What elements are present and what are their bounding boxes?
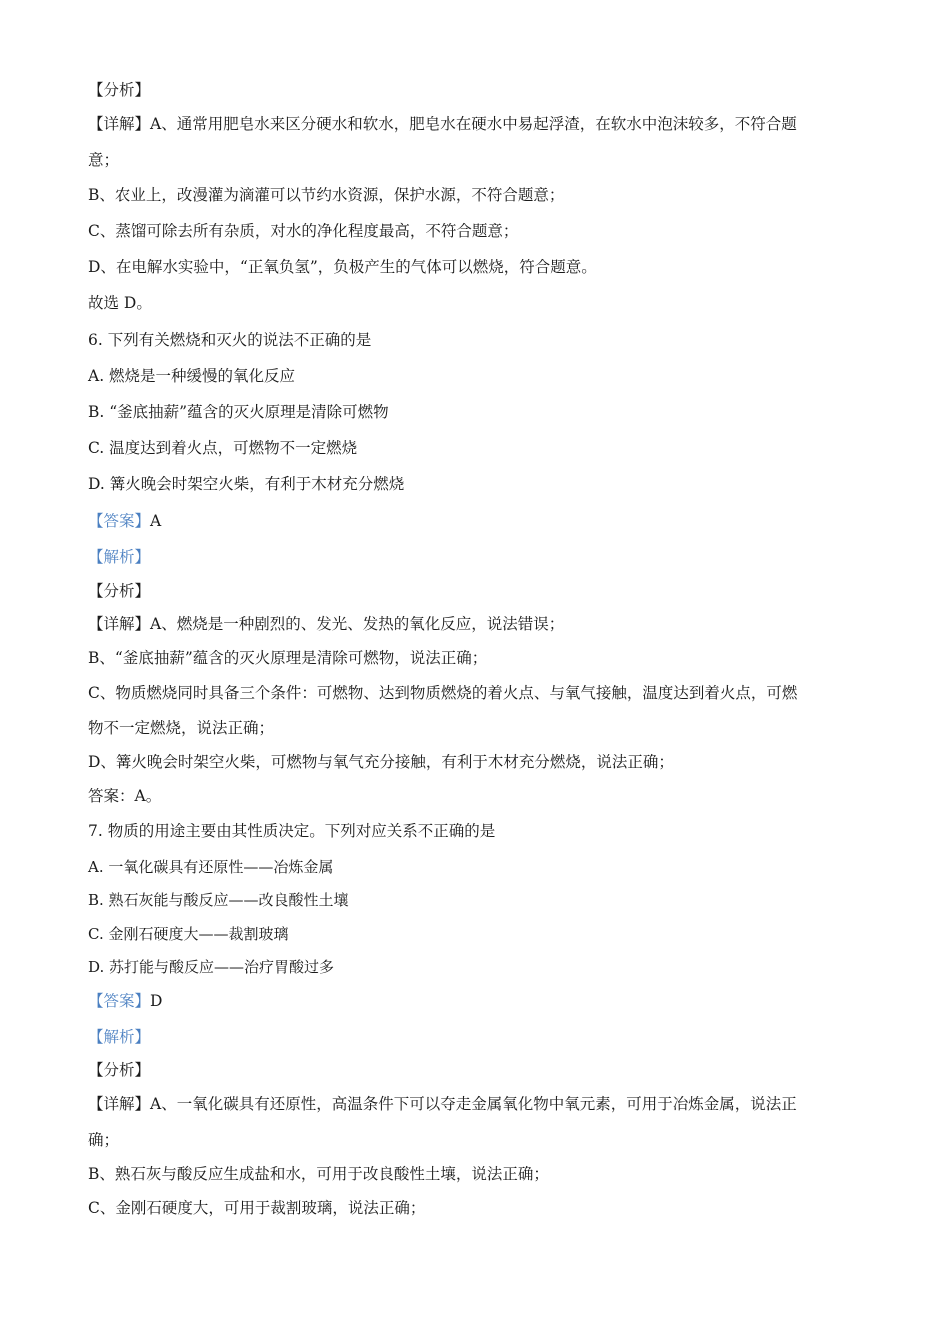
q7-option-a: A. 一氧化碳具有还原性——冶炼金属 <box>88 858 334 876</box>
q6-option-d: D. 篝火晚会时架空火柴，有利于木材充分燃烧 <box>88 475 405 493</box>
q6-analysis-heading: 【分析】 <box>88 582 151 600</box>
q7-detail-a-line-2: 确； <box>88 1131 120 1149</box>
q6-option-c: C. 温度达到着火点，可燃物不一定燃烧 <box>88 439 358 457</box>
q6-detail-a: 【详解】A、燃烧是一种剧烈的、发光、发热的氧化反应，说法错误； <box>88 615 565 633</box>
q7-answer-label: 【答案】 <box>88 992 151 1010</box>
q6-detail-c-line-2: 物不一定燃烧，说法正确； <box>88 719 275 737</box>
q7-option-c: C. 金刚石硬度大——裁割玻璃 <box>88 925 289 943</box>
q6-jiexi-heading: 【解析】 <box>88 548 151 566</box>
q7-stem: 7. 物质的用途主要由其性质决定。下列对应关系不正确的是 <box>88 822 496 840</box>
q7-option-b: B. 熟石灰能与酸反应——改良酸性土壤 <box>88 891 349 909</box>
q5-detail-d: D、在电解水实验中，“正氧负氢”，负极产生的气体可以燃烧，符合题意。 <box>88 258 597 276</box>
q7-analysis-heading: 【分析】 <box>88 1061 151 1079</box>
q6-detail-b: B、“釜底抽薪”蕴含的灭火原理是清除可燃物，说法正确； <box>88 649 488 667</box>
q6-answer-value: A <box>150 512 162 530</box>
q5-detail-b: B、农业上，改漫灌为滴灌可以节约水资源，保护水源，不符合题意； <box>88 186 565 204</box>
q6-option-b: B. “釜底抽薪”蕴含的灭火原理是清除可燃物 <box>88 403 389 421</box>
q5-analysis-heading: 【分析】 <box>88 81 151 99</box>
q6-conclusion: 答案：A。 <box>88 787 162 805</box>
q7-answer <box>88 991 162 1011</box>
q7-jiexi-heading: 【解析】 <box>88 1028 151 1046</box>
q6-detail-c-line-1: C、物质燃烧同时具备三个条件：可燃物、达到物质燃烧的着火点、与氧气接触，温度达到着火点，可燃 <box>88 684 798 702</box>
q6-answer <box>88 511 161 531</box>
q7-detail-b: B、熟石灰与酸反应生成盐和水，可用于改良酸性土壤，说法正确； <box>88 1165 549 1183</box>
q6-answer-label: 【答案】 <box>88 512 151 530</box>
q6-option-a: A. 燃烧是一种缓慢的氧化反应 <box>88 367 296 385</box>
q6-stem: 6. 下列有关燃烧和灭火的说法不正确的是 <box>88 331 372 349</box>
q7-option-d: D. 苏打能与酸反应——治疗胃酸过多 <box>88 958 335 976</box>
q7-detail-c: C、金刚石硬度大，可用于裁割玻璃，说法正确； <box>88 1199 426 1217</box>
q5-detail-line-1: 【详解】A、通常用肥皂水来区分硬水和软水，肥皂水在硬水中易起浮渣，在软水中泡沫较多，不符合题 <box>88 115 797 133</box>
q6-detail-d: D、篝火晚会时架空火柴，可燃物与氧气充分接触，有利于木材充分燃烧，说法正确； <box>88 753 674 771</box>
q7-detail-a-line-1: 【详解】A、一氧化碳具有还原性，高温条件下可以夺走金属氧化物中氧元素，可用于冶炼金属，说法正 <box>88 1095 797 1113</box>
q5-detail-line-2: 意； <box>88 151 120 169</box>
q7-answer-value: D <box>150 992 163 1010</box>
q5-detail-c: C、蒸馏可除去所有杂质，对水的净化程度最高，不符合题意； <box>88 222 519 240</box>
q5-choice: 故选 D。 <box>88 294 152 312</box>
